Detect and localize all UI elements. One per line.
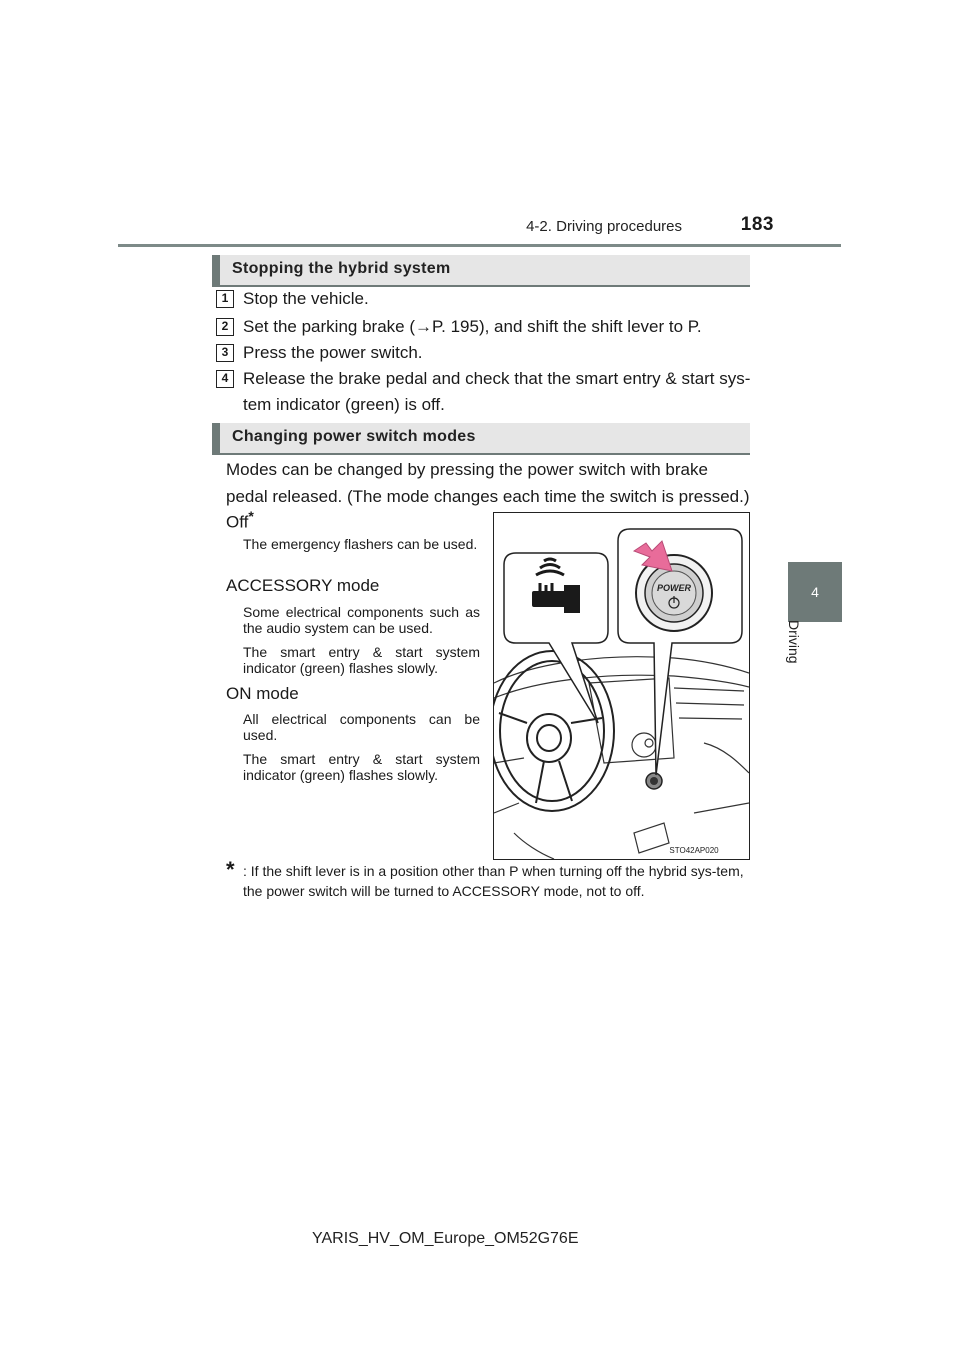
smart-key-callout [504, 553, 608, 723]
mode-title-on: ON mode [226, 684, 299, 703]
mode-title-text: Off [226, 512, 249, 532]
mode-desc-on-1: All electrical components can be used. [243, 711, 480, 743]
power-label: POWER [656, 583, 692, 593]
mode-desc-accessory-1: Some electrical components such as the audio system can be used. [243, 604, 480, 636]
illustration-svg [494, 513, 749, 859]
footnote-ref: * [248, 508, 254, 524]
step-text: Press the power switch. [243, 343, 423, 362]
step-text: Release the brake pedal and check that the smart entry & start sys-tem indicator (green) is off. [243, 369, 751, 414]
step-number-box: 1 [216, 290, 234, 308]
step-number-box: 4 [216, 370, 234, 388]
step-text: Set the parking brake (→P. 195), and shift the shift lever to P. [243, 317, 702, 336]
page-number: 183 [740, 214, 774, 235]
footnote-text: : If the shift lever is in a position other than P when turning off the hybrid sys-tem, the power switch will be turned to ACCESSORY mode, not to off. [243, 863, 744, 899]
section-title: Changing power switch modes [232, 428, 476, 445]
footnote-marker: * [226, 857, 235, 882]
power-switch-illustration [493, 512, 750, 860]
mode-desc-accessory-2: The smart entry & start system indicator (green) flashes slowly. [243, 644, 480, 676]
section-header-changing [212, 423, 750, 453]
chapter-tab[interactable]: 4 [788, 562, 842, 622]
mode-desc-off: The emergency flashers can be used. [243, 536, 478, 552]
document-id: YARIS_HV_OM_Europe_OM52G76E [312, 1230, 579, 1247]
dashboard-drawing [494, 657, 749, 859]
mode-title-accessory: ACCESSORY mode [226, 576, 380, 595]
step-number-box: 3 [216, 344, 234, 362]
step-text: Stop the vehicle. [243, 289, 369, 308]
mode-desc-on-2: The smart entry & start system indicator (green) flashes slowly. [243, 751, 480, 783]
changing-intro: Modes can be changed by pressing the power switch with brake pedal released. (The mode changes each time the switch is pressed.) [226, 460, 750, 506]
section-underline [212, 453, 750, 455]
step-number-box: 2 [216, 318, 234, 336]
mode-title-off [226, 508, 254, 533]
section-header-stopping [212, 255, 750, 285]
power-switch-center [650, 777, 658, 785]
running-header-section: 4-2. Driving procedures [526, 218, 682, 235]
header-divider [118, 244, 841, 247]
chapter-label: Driving [786, 620, 802, 664]
section-title: Stopping the hybrid system [232, 260, 451, 277]
figure-code: STO42AP020 [669, 846, 719, 855]
